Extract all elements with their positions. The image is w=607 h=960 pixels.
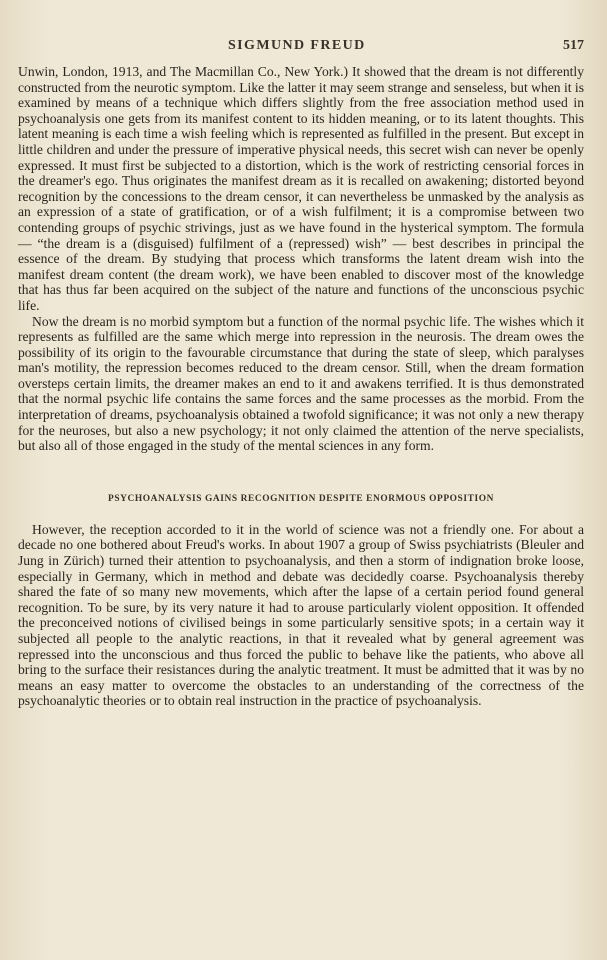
paragraph: However, the reception accorded to it in the world of science was not a friendly one. For about a decade no one bothered about Freud's works. In about 1907 a group of Swiss psychiatrists (Bleuler and Jung in Zürich) turned their attention to psychoanalysis, and then a storm of indignation broke loose, especially in Germany, which in method and debate was decidedly coarse. Psychoanalysis thereby shared the fate of so many new movements, which after the lapse of a certain period found general recognition. To be sure, by its very nature it had to arouse particularly violent opposition. It offended the preconceived notions of civilised beings in some particularly sensitive spots; in a certain way it subjected all people to the analytic reactions, in that it revealed what by general agreement was repressed into the unconscious and thus forced the public to behave like the patients, who above all bring to the surface their resistances during the analytic treatment. It must be admitted that it was by no means an easy matter to overcome the obstacles to an understanding of the correctness of the psychoanalytic theories or to obtain real instruction in the practice of psychoanalysis. — [18, 521, 584, 709]
body-text — [18, 64, 584, 454]
book-page — [18, 38, 584, 709]
paragraph: Now the dream is no morbid symptom but a function of the normal psychic life. The wishes which it represents as fulfilled are the same which merge into repression in the neurosis. The dream owes the possibility of its origin to the favourable circumstance that during the state of sleep, which paralyses man's motility, the repression becomes reduced to the dream censor. Still, when the dream formation oversteps certain limits, the dreamer makes an end to it and awakens terrified. It is thus demonstrated that the normal psychic life contains the same forces and the same processes as the morbid. From the interpretation of dreams, psychoanalysis obtained a twofold significance; it was not only a new therapy for the neuroses, but also a new psychology; it not only claimed the attention of the nerve specialists, but also all of those engaged in the study of the mental sciences in any form. — [18, 313, 584, 454]
section-body — [18, 522, 584, 709]
running-head: SIGMUND FREUD — [228, 38, 366, 53]
page-header — [228, 38, 584, 64]
paragraph: Unwin, London, 1913, and The Macmillan Co., New York.) It showed that the dream is not differently constructed from the neurotic symptom. Like the latter it may seem strange and senseless, but when it is examined by means of a technique which differs slightly from the free association method used in psychoanalysis one gets from its manifest content to its hidden meaning, or to its latent thoughts. This latent meaning is each time a wish feeling which is represented as fulfilled in the present. But except in little children and under the pressure of imperative physical needs, this secret wish can never be openly expressed. It must first be subjected to a distortion, which is the work of restricting censorial forces in the dreamer's ego. Thus originates the manifest dream as it is recalled on awakening; distorted beyond recognition by the concessions to the dream censor, it can nevertheless be unmasked by the analysis as an expression of a state of gratification, or of a wish fulfilment; it is a compromise between two contending groups of psychic strivings, just as we have found in the hysterical symptom. The formula — “the dream is a (disguised) fulfilment of a (repressed) wish” — best describes in principal the essence of the dream. By studying that process which transforms the latent dream wish into the manifest dream content (the dream work), we have been enabled to discover most of the knowledge that has thus far been acquired on the subject of the nature and functions of the unconscious psychic life. — [18, 64, 584, 313]
page-number: 517 — [563, 38, 584, 53]
section-heading: PSYCHOANALYSIS GAINS RECOGNITION DESPITE ENORMOUS OPPOSITION — [108, 493, 494, 504]
